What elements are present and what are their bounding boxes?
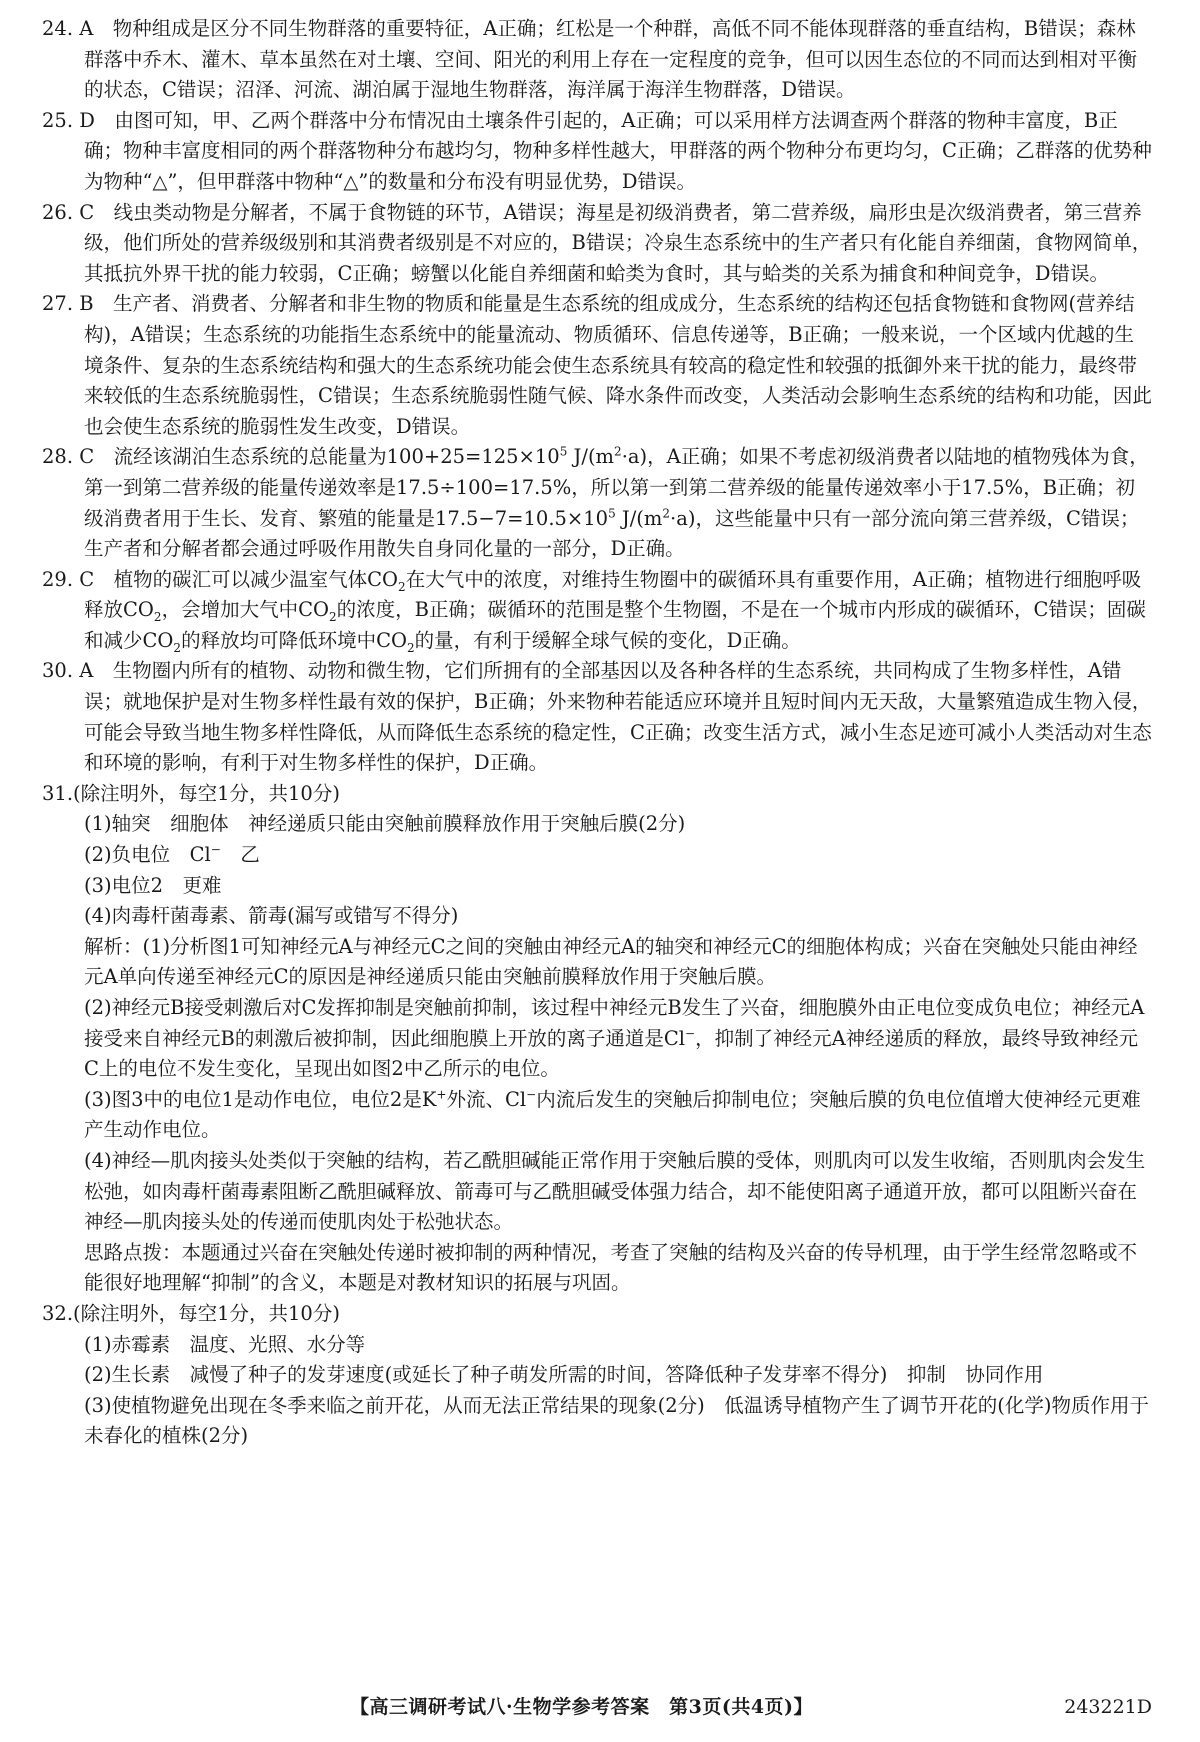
answer-30: 30. A 生物圈内所有的植物、动物和微生物，它们所拥有的全部基因以及各种各样的生态系统，共同构成了生物多样性，A错误；就地保护是对生物多样性最有效的保护，B正确；外来物种若能适应环境并且短时间内无天敌，大量繁殖造成生物入侵，可能会导致当地生物多样性降低，从而降低生态系统的稳定性，C正确；改变生活方式，减小生态足迹可减小人类活动对生态和环境的影响，有利于对生物多样性的保护，D正确。 xyxy=(42,659,1152,775)
q31-explanation-3: (3)图3中的电位1是动作电位，电位2是K+外流、Cl−内流后发生的突触后抑制电位；突触后膜的负电位值增大使神经元更难产生动作电位。 xyxy=(84,1087,1141,1142)
q32-answer-2: (2)生长素 减慢了种子的发芽速度(或延长了种子萌发所需的时间，答降低种子发芽率不得分) 抑制 协同作用 xyxy=(84,1363,1044,1387)
answer-25: 25. D 由图可知，甲、乙两个群落中分布情况由土壤条件引起的，A正确；可以采用样方法调查两个群落的物种丰富度，B正确；物种丰富度相同的两个群落物种分布越均匀，物种多样性越大，甲群落的两个物种分布更均匀，C正确；乙群落的优势种为物种“△”，但甲群落中物种“△”的数量和分布没有明显优势，D错误。 xyxy=(42,108,1152,193)
q31-answer-1: (1)轴突 细胞体 神经递质只能由突触前膜释放作用于突触后膜(2分) xyxy=(84,812,686,836)
q31-answer-3: (3)电位2 更难 xyxy=(84,873,222,897)
q32-answer-1: (1)赤霉素 温度、光照、水分等 xyxy=(84,1332,366,1356)
q32-answer-3: (3)使植物避免出现在冬季来临之前开花，从而无法正常结果的现象(2分) 低温诱导植物产生了调节开花的(化学)物质作用于未春化的植株(2分) xyxy=(84,1393,1149,1448)
q31-explanation-2: (2)神经元B接受刺激后对C发挥抑制是突触前抑制，该过程中神经元B发生了兴奋，细胞膜外由正电位变成负电位；神经元A接受来自神经元B的刺激后被抑制，因此细胞膜上开放的离子通道是Cl−，抑制了神经元A神经递质的释放，最终导致神经元C上的电位不发生变化，呈现出如图2中乙所示的电位。 xyxy=(84,996,1145,1081)
footer-code: 243221D xyxy=(1064,1696,1152,1718)
page-footer xyxy=(0,1692,1200,1726)
q31-answer-2: (2)负电位 Cl− 乙 xyxy=(84,842,260,867)
q31-tip: 思路点拨：本题通过兴奋在突触处传递时被抑制的两种情况，考查了突触的结构及兴奋的传导机理，由于学生经常忽略或不能很好地理解“抑制”的含义，本题是对教材知识的拓展与巩固。 xyxy=(84,1240,1138,1295)
q31-explanation-1: 解析：(1)分析图1可知神经元A与神经元C之间的突触由神经元A的轴突和神经元C的细胞体构成；兴奋在突触处只能由神经元A单向传递至神经元C的原因是神经递质只能由突触前膜释放作用于突触后膜。 xyxy=(84,934,1138,989)
answer-28: 28. C 流经该湖泊生态系统的总能量为$100+25=125\times 10^5$ $J/(m^2\cdot a)$，A正确；如果不考虑初级消费者以陆地的植物残体为食，第一到第二营养级的能量传递效率是17.5÷100=17.5%，所以第一到第二营养级的能量传递效率小于17.5%，B正确；初级消费者用于生长、发育、繁殖的能量是$17.5-7=10.5\times 10^5$ $J/(m^2\cdot a)$，这些能量中只有一部分流向第三营养级，C错误；生产者和分解者都会通过呼吸作用散失自身同化量的一部分，D正确。 xyxy=(42,444,1149,561)
q31-explanation-4: (4)神经—肌肉接头处类似于突触的结构，若乙酰胆碱能正常作用于突触后膜的受体，则肌肉可以发生收缩，否则肌肉会发生松弛，如肉毒杆菌毒素阻断乙酰胆碱释放、箭毒可与乙酰胆碱受体强力结合，却不能使阳离子通道开放，都可以阻断兴奋在神经—肌肉接头处的传递而使肌肉处于松弛状态。 xyxy=(84,1148,1146,1234)
q32-heading: 32.(除注明外，每空1分，共10分) xyxy=(42,1301,340,1325)
answer-24: 24. A 物种组成是区分不同生物群落的重要特征，A正确；红松是一个种群，高低不同不能体现群落的垂直结构，B错误；森林群落中乔木、灌木、草本虽然在对土壤、空间、阳光的利用上存在一定程度的竞争，但可以因生态位的不同而达到相对平衡的状态，C错误；沼泽、河流、湖泊属于湿地生物群落，海洋属于海洋生物群落，D错误。 xyxy=(42,17,1138,102)
q31-answer-4: (4)肉毒杆菌毒素、箭毒(漏写或错写不得分) xyxy=(84,904,459,928)
answer-27: 27. B 生产者、消费者、分解者和非生物的物质和能量是生态系统的组成成分，生态系统的结构还包括食物链和食物网(营养结构)，A错误；生态系统的功能指生态系统中的能量流动、物质循环、信息传递等，B正确；一般来说，一个区域内优越的生境条件、复杂的生态系统结构和强大的生态系统功能会使生态系统具有较高的稳定性和较强的抵御外来干扰的能力，最终带来较低的生态系统脆弱性，C错误；生态系统脆弱性随气候、降水条件而改变，人类活动会影响生态系统的结构和功能，因此也会使生态系统的脆弱性发生改变，D错误。 xyxy=(42,292,1152,438)
answer-29: 29. C 植物的碳汇可以减少温室气体$CO_2$在大气中的浓度，对维持生物圈中的碳循环具有重要作用，A正确；植物进行细胞呼吸释放$CO_2$，会增加大气中$CO_2$的浓度，B正确；碳循环的范围是整个生物圈，不是在一个城市内形成的碳循环，C错误；固碳和减少$CO_2$的释放均可降低环境中$CO_2$的量，有利于缓解全球气候的变化，D正确。 xyxy=(42,567,1146,655)
answer-26: 26. C 线虫类动物是分解者，不属于食物链的环节，A错误；海星是初级消费者，第二营养级，扁形虫是次级消费者，第三营养级，他们所处的营养级级别和其消费者级别是不对应的，B错误；冷泉生态系统中的生产者只有化能自养细菌，食物网简单，其抵抗外界干扰的能力较弱，C正确；螃蟹以化能自养细菌和蛤类为食时，其与蛤类的关系为捕食和种间竞争，D错误。 xyxy=(42,200,1152,285)
footer-title: 【高三调研考试八·生物学参考答案 第3页(共4页)】 xyxy=(350,1696,814,1718)
q31-heading: 31.(除注明外，每空1分，共10分) xyxy=(42,781,340,805)
